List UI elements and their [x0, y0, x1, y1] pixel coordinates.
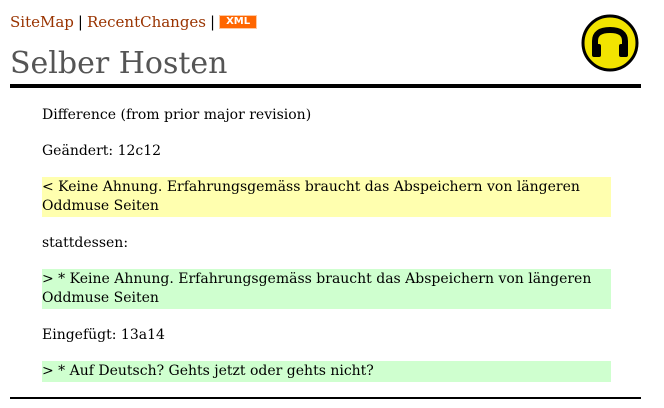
inserted-label: Eingefügt: 13a14: [42, 327, 165, 343]
top-navigation: [10, 12, 257, 32]
removed-text-block: < Keine Ahnung. Erfahrungsgemäss braucht das Abspeichern von längeren Oddmuse Seiten: [42, 177, 611, 217]
page-title: Selber Hosten: [10, 46, 228, 81]
headphones-smiley-logo-icon[interactable]: [581, 14, 639, 72]
nav-separator: |: [210, 13, 216, 31]
sitemap-link[interactable]: SiteMap: [10, 13, 74, 31]
footer-divider: [10, 397, 641, 399]
instead-label: stattdessen:: [42, 235, 129, 251]
nav-separator: |: [77, 13, 83, 31]
header-divider: [10, 84, 641, 88]
recent-changes-link[interactable]: RecentChanges: [86, 13, 207, 31]
diff-header: Difference (from prior major revision): [42, 107, 312, 123]
added-text-block: > * Keine Ahnung. Erfahrungsgemäss braucht das Abspeichern von längeren Oddmuse Seiten: [42, 269, 611, 309]
xml-feed-badge[interactable]: XML: [219, 15, 257, 29]
inserted-text-block: > * Auf Deutsch? Gehts jetzt oder gehts nicht?: [42, 361, 611, 382]
changed-label: Geändert: 12c12: [42, 143, 162, 159]
